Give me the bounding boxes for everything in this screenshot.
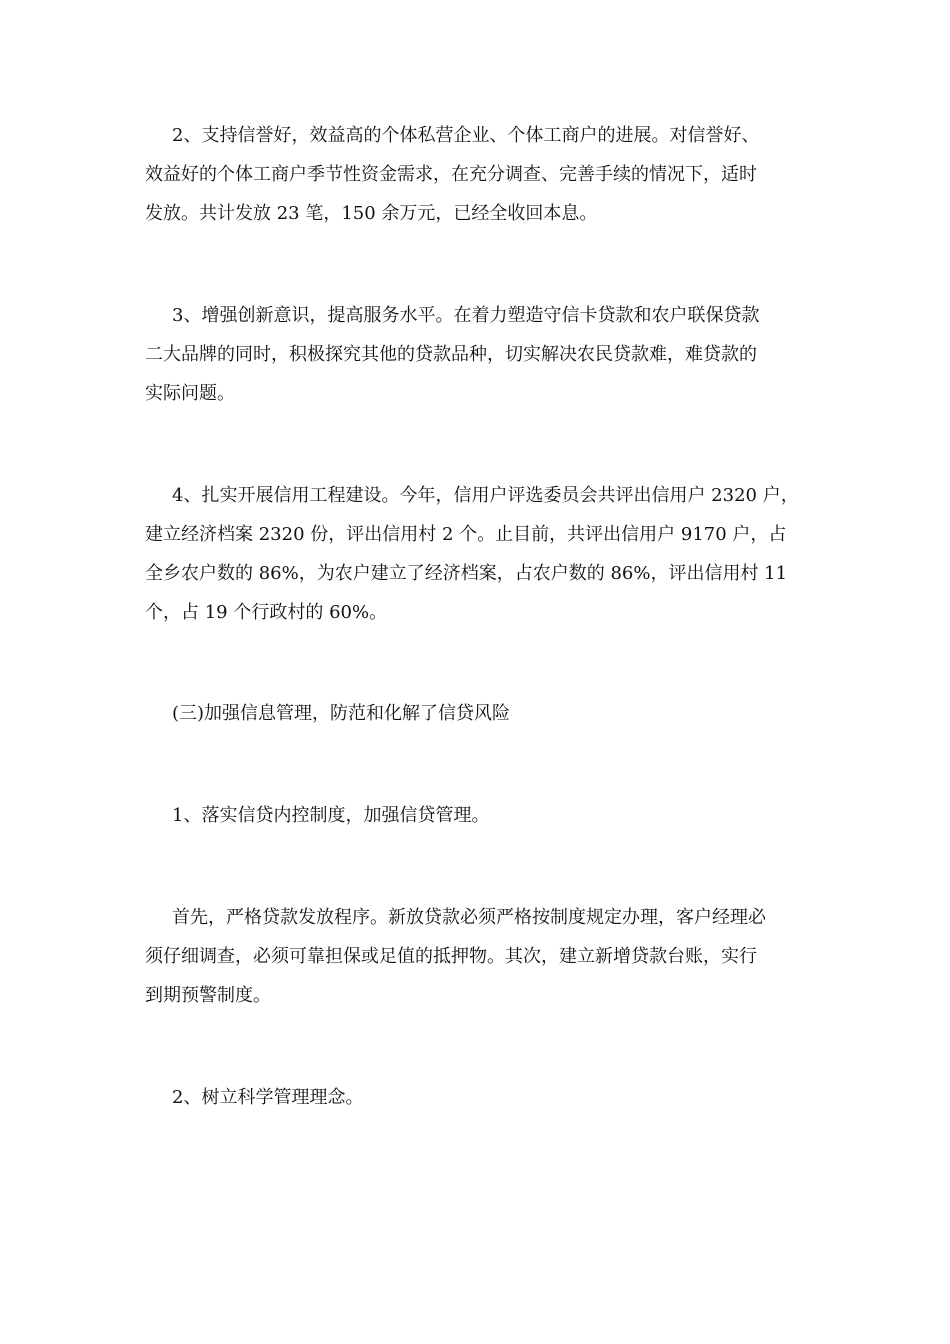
text-line: 二大品牌的同时，积极探究其他的贷款品种，切实解决农民贷款难，难贷款的 — [145, 344, 757, 365]
text-line: 到期预警制度。 — [145, 985, 271, 1006]
text-line: 效益好的个体工商户季节性资金需求，在充分调查、完善手续的情况下，适时 — [145, 164, 757, 185]
list-item-heading: 1、落实信贷内控制度，加强信贷管理。 — [172, 805, 490, 826]
text-line: 3、增强创新意识，提高服务水平。在着力塑造守信卡贷款和农户联保贷款 — [172, 305, 760, 326]
text-line: 首先，严格贷款发放程序。新放贷款必须严格按制度规定办理，客户经理必 — [172, 907, 766, 928]
text-line: 须仔细调查，必须可靠担保或足值的抵押物。其次，建立新增贷款台账，实行 — [145, 946, 757, 967]
section-heading: (三)加强信息管理，防范和化解了信贷风险 — [172, 703, 511, 724]
list-item-heading: 2、树立科学管理理念。 — [172, 1087, 364, 1108]
text-line: 建立经济档案 2320 份，评出信用村 2 个。止目前，共评出信用户 9170 户，占 — [145, 524, 787, 545]
text-line: 实际问题。 — [145, 383, 235, 404]
text-line: 2、支持信誉好，效益高的个体私营企业、个体工商户的进展。对信誉好、 — [172, 125, 760, 146]
text-line: 发放。共计发放 23 笔，150 余万元，已经全收回本息。 — [145, 203, 598, 224]
text-line: 4、扎实开展信用工程建设。今年，信用户评选委员会共评出信用户 2320 户， — [172, 485, 799, 506]
text-line: 全乡农户数的 86%，为农户建立了经济档案，占农户数的 86%，评出信用村 11 — [145, 563, 788, 584]
text-line: 个，占 19 个行政村的 60%。 — [145, 602, 388, 623]
